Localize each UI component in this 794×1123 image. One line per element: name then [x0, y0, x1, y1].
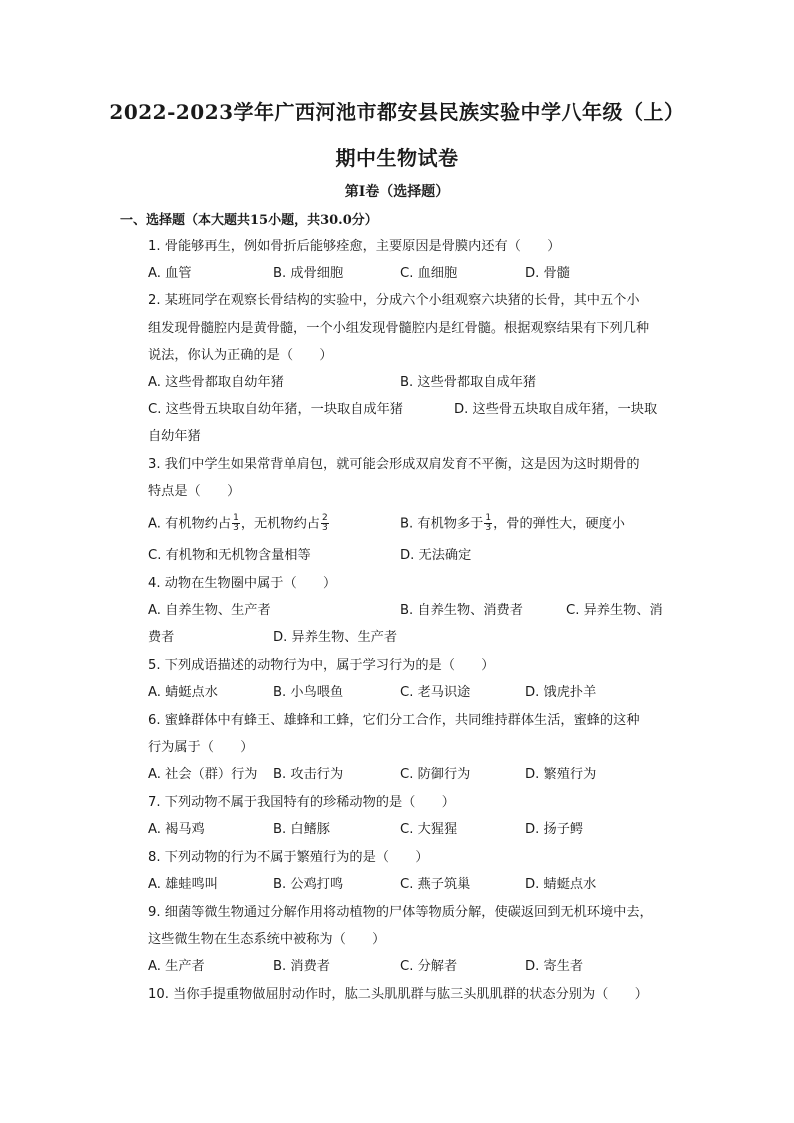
- question-1-stem: 1. 骨能够再生，例如骨折后能够痊愈，主要原因是骨膜内还有（ ）: [148, 239, 561, 254]
- question-5-option-d: D. 饿虎扑羊: [525, 685, 597, 700]
- fraction-one-third: $\frac{1}{3}$: [485, 513, 492, 533]
- question-7-option-a: A. 褐马鸡: [148, 822, 205, 837]
- question-3-option-c: C. 有机物和无机物含量相等: [148, 548, 311, 563]
- question-1-option-d: D. 骨髓: [525, 266, 570, 281]
- question-2-stem-line3: 说法，你认为正确的是（ ）: [148, 348, 333, 363]
- question-5-option-a: A. 蜻蜓点水: [148, 685, 218, 700]
- question-4-stem: 4. 动物在生物圈中属于（ ）: [148, 576, 337, 591]
- question-2-stem-line1: 2. 某班同学在观察长骨结构的实验中，分成六个小组观察六块猪的长骨，其中五个小: [148, 293, 640, 308]
- exam-title-line2: 期中生物试卷: [335, 146, 459, 170]
- question-9-stem-line2: 这些微生物在生态系统中被称为（ ）: [148, 932, 386, 947]
- question-5-option-b: B. 小鸟喂鱼: [273, 685, 344, 700]
- question-8-option-a: A. 雄蛙鸣叫: [148, 877, 218, 892]
- fraction-one-third: $\frac{1}{3}$: [233, 513, 239, 533]
- question-6-option-d: D. 繁殖行为: [525, 767, 597, 782]
- question-1-option-c: C. 血细胞: [400, 266, 458, 281]
- question-2-option-d-cont: 自幼年猪: [148, 429, 201, 444]
- question-5-stem: 5. 下列成语描述的动物行为中，属于学习行为的是（ ）: [148, 658, 495, 673]
- question-3-stem-line1: 3. 我们中学生如果常背单肩包，就可能会形成双肩发育不平衡，这是因为这时期骨的: [148, 457, 640, 472]
- question-2-stem-line2: 组发现骨髓腔内是黄骨髓，一个小组发现骨髓腔内是红骨髓。根据观察结果有下列几种: [148, 321, 650, 336]
- question-9-option-a: A. 生产者: [148, 959, 205, 974]
- question-6-option-c: C. 防御行为: [400, 767, 471, 782]
- question-5-option-c: C. 老马识途: [400, 685, 471, 700]
- question-9-option-b: B. 消费者: [273, 959, 330, 974]
- question-4-option-a: A. 自养生物、生产者: [148, 603, 271, 618]
- question-2-option-d: D. 这些骨五块取自成年猪，一块取: [454, 402, 658, 417]
- exam-title-line1: 2022-2023学年广西河池市都安县民族实验中学八年级（上）: [109, 100, 685, 124]
- question-4-option-b: B. 自养生物、消费者: [400, 603, 523, 618]
- fraction-two-thirds: $\frac{2}{3}$: [321, 513, 328, 533]
- question-2-option-c: C. 这些骨五块取自幼年猪，一块取自成年猪: [148, 402, 403, 417]
- question-9-option-c: C. 分解者: [400, 959, 458, 974]
- question-1-option-b: B. 成骨细胞: [273, 266, 344, 281]
- question-7-option-d: D. 扬子鳄: [525, 822, 584, 837]
- question-4-option-d: D. 异养生物、生产者: [273, 630, 398, 645]
- question-6-stem-line2: 行为属于（ ）: [148, 740, 254, 755]
- question-2-option-b: B. 这些骨都取自成年猪: [400, 375, 537, 390]
- question-3-option-d: D. 无法确定: [400, 548, 472, 563]
- section-heading: 一、选择题（本大题共15小题，共30.0分）: [120, 213, 378, 228]
- question-9-stem-line1: 9. 细菌等微生物通过分解作用将动植物的尸体等物质分解，使碳返回到无机环境中去，: [148, 905, 653, 920]
- question-3-stem-line2: 特点是（ ）: [148, 484, 241, 499]
- question-9-option-d: D. 寄生者: [525, 959, 584, 974]
- question-4-option-c-cont: 费者: [148, 630, 175, 645]
- question-8-option-b: B. 公鸡打鸣: [273, 877, 344, 892]
- question-10-stem: 10. 当你手提重物做屈肘动作时，肱二头肌肌群与肱三头肌肌群的状态分别为（ ）: [148, 987, 648, 1002]
- question-7-option-c: C. 大猩猩: [400, 822, 458, 837]
- question-2-option-a: A. 这些骨都取自幼年猪: [148, 375, 284, 390]
- question-6-option-a: A. 社会（群）行为: [148, 767, 258, 782]
- question-8-option-c: C. 燕子筑巢: [400, 877, 471, 892]
- question-3-option-a: A. 有机物约占 $\frac{1}{3}$ ，无机物约占 $\frac{2}{3}$: [148, 513, 328, 533]
- question-3-option-b: B. 有机物多于 $\frac{1}{3}$ ，骨的弹性大，硬度小: [400, 513, 625, 533]
- volume-heading: 第Ⅰ卷（选择题）: [344, 184, 450, 200]
- question-4-option-c: C. 异养生物、消: [566, 603, 663, 618]
- question-8-option-d: D. 蜻蜓点水: [525, 877, 597, 892]
- question-7-stem: 7. 下列动物不属于我国特有的珍稀动物的是（ ）: [148, 795, 455, 810]
- question-1-option-a: A. 血管: [148, 266, 192, 281]
- question-6-option-b: B. 攻击行为: [273, 767, 344, 782]
- question-8-stem: 8. 下列动物的行为不属于繁殖行为的是（ ）: [148, 850, 429, 865]
- question-7-option-b: B. 白鳍豚: [273, 822, 330, 837]
- question-6-stem-line1: 6. 蜜蜂群体中有蜂王、雄蜂和工蜂，它们分工合作，共同维持群体生活，蜜蜂的这种: [148, 713, 640, 728]
